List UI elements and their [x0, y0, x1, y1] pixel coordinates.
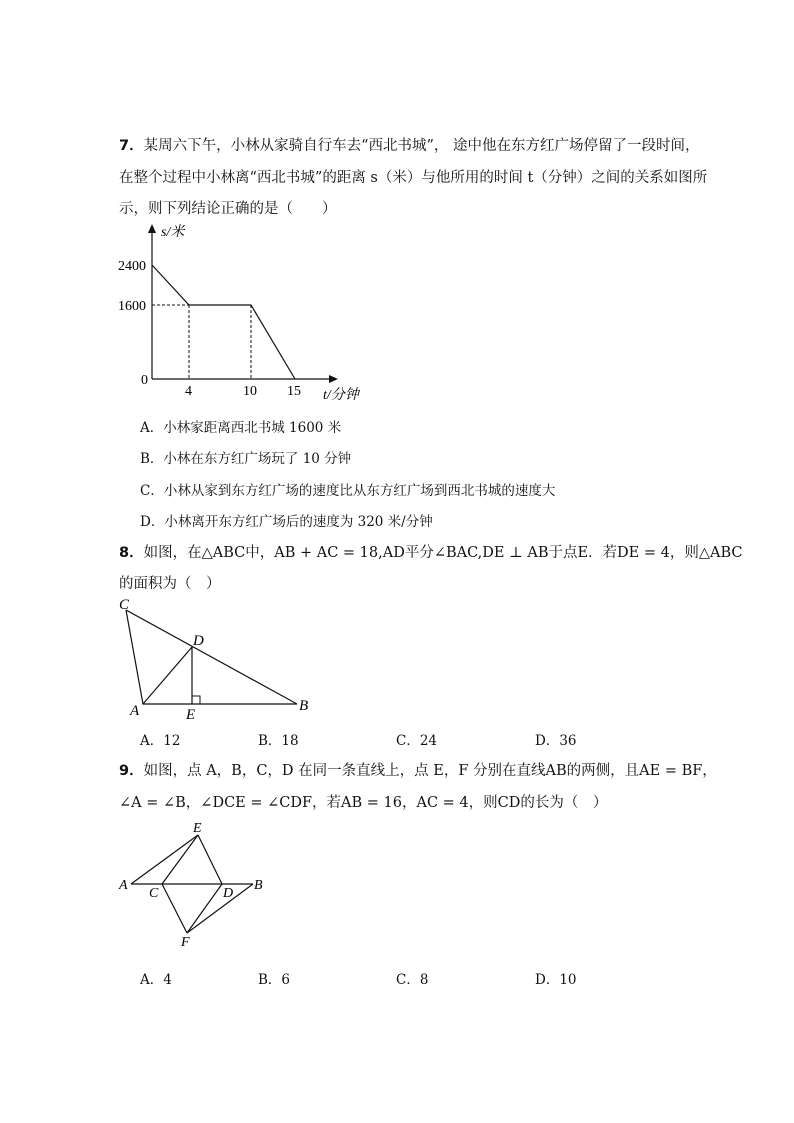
q9-text-1: 如图，点 A，B，C，D 在同一条直线上，点 E，F 分别在直线AB的两侧，且AE = BF，: [143, 763, 717, 779]
q9-line2: ∠A = ∠B，∠DCE = ∠CDF，若AB = 16，AC = 4，则CD的长为（ ）: [119, 795, 608, 811]
q8-figure: [115, 595, 325, 725]
q7-tick-10: 10: [243, 384, 257, 399]
q8-line1: [119, 541, 743, 562]
q7-tick-2400: 2400: [118, 259, 146, 274]
q9-label-e: E: [193, 821, 202, 836]
q9-label-d: D: [223, 886, 234, 901]
q7-line2: 在整个过程中小林离“西北书城”的距离 s（米）与他所用的时间 t（分钟）之间的关系如图所: [119, 170, 708, 186]
q7-text-1: 某周六下午，小林从家骑自行车去“西北书城”， 途中他在东方红广场停留了一段时间，: [143, 138, 700, 154]
q9-segment-cf: [162, 884, 187, 933]
q8-text-1: 如图，在△ABC中，AB + AC = 18,AD平分∠BAC,DE ⊥ AB于点E．若DE = 4，则△ABC: [143, 545, 743, 561]
q9-label-f: F: [181, 935, 190, 950]
q7-option-a[interactable]: A．小林家距离西北书城 1600 米: [140, 420, 342, 436]
q8-label-d: D: [193, 633, 204, 649]
q8-label-a: A: [130, 703, 140, 719]
q7-option-d[interactable]: D．小林离开东方红广场后的速度为 320 米/分钟: [140, 514, 433, 530]
q7-x-arrow: [329, 375, 338, 383]
q8-right-angle-mark: [192, 696, 200, 704]
q7-option-b[interactable]: B．小林在东方红广场玩了 10 分钟: [140, 451, 352, 467]
q9-segment-ae: [131, 835, 198, 884]
q9-option-a[interactable]: A．4: [140, 972, 172, 988]
q8-option-b[interactable]: B．18: [258, 733, 299, 749]
q7-y-label: s/米: [161, 225, 185, 240]
q7-graph-line: [152, 265, 295, 379]
q9-segment-df: [187, 884, 222, 933]
q9-line1: [119, 759, 717, 780]
q9-option-d[interactable]: D．10: [535, 972, 577, 988]
q7-tick-1600: 1600: [118, 299, 146, 314]
q8-line2: 的面积为（ ）: [119, 576, 221, 592]
q8-label-e: E: [186, 707, 196, 723]
q8-option-d[interactable]: D．36: [535, 733, 577, 749]
q8-label-c: C: [119, 597, 130, 613]
q7-x-label: t/分钟: [323, 388, 359, 403]
q9-segment-ed: [198, 835, 222, 884]
q9-label-b: B: [254, 878, 263, 893]
q8-triangle-abc: [126, 610, 297, 704]
q7-origin: 0: [141, 373, 148, 388]
q9-figure: [115, 818, 275, 953]
q9-segment-bf: [187, 884, 253, 933]
q9-option-b[interactable]: B．6: [258, 972, 291, 988]
q8-number: 8．: [119, 545, 144, 561]
q7-graph: [115, 220, 359, 410]
q8-option-a[interactable]: A．12: [140, 733, 181, 749]
q7-line3: 示，则下列结论正确的是（ ）: [119, 201, 337, 217]
q9-number: 9．: [119, 763, 144, 779]
q9-segment-ce: [162, 835, 198, 884]
q7-number: 7．: [119, 138, 144, 154]
q8-label-b: B: [299, 698, 309, 714]
q9-label-c: C: [149, 886, 159, 901]
q7-option-c[interactable]: C．小林从家到东方红广场的速度比从东方红广场到西北书城的速度大: [140, 483, 556, 499]
q7-line1: [119, 134, 700, 155]
q7-tick-4: 4: [185, 384, 192, 399]
q7-y-arrow: [148, 224, 156, 233]
q7-tick-15: 15: [287, 384, 301, 399]
q9-option-c[interactable]: C．8: [396, 972, 429, 988]
q8-segment-ad: [143, 647, 192, 704]
q9-label-a: A: [119, 878, 128, 893]
q8-option-c[interactable]: C．24: [396, 733, 438, 749]
